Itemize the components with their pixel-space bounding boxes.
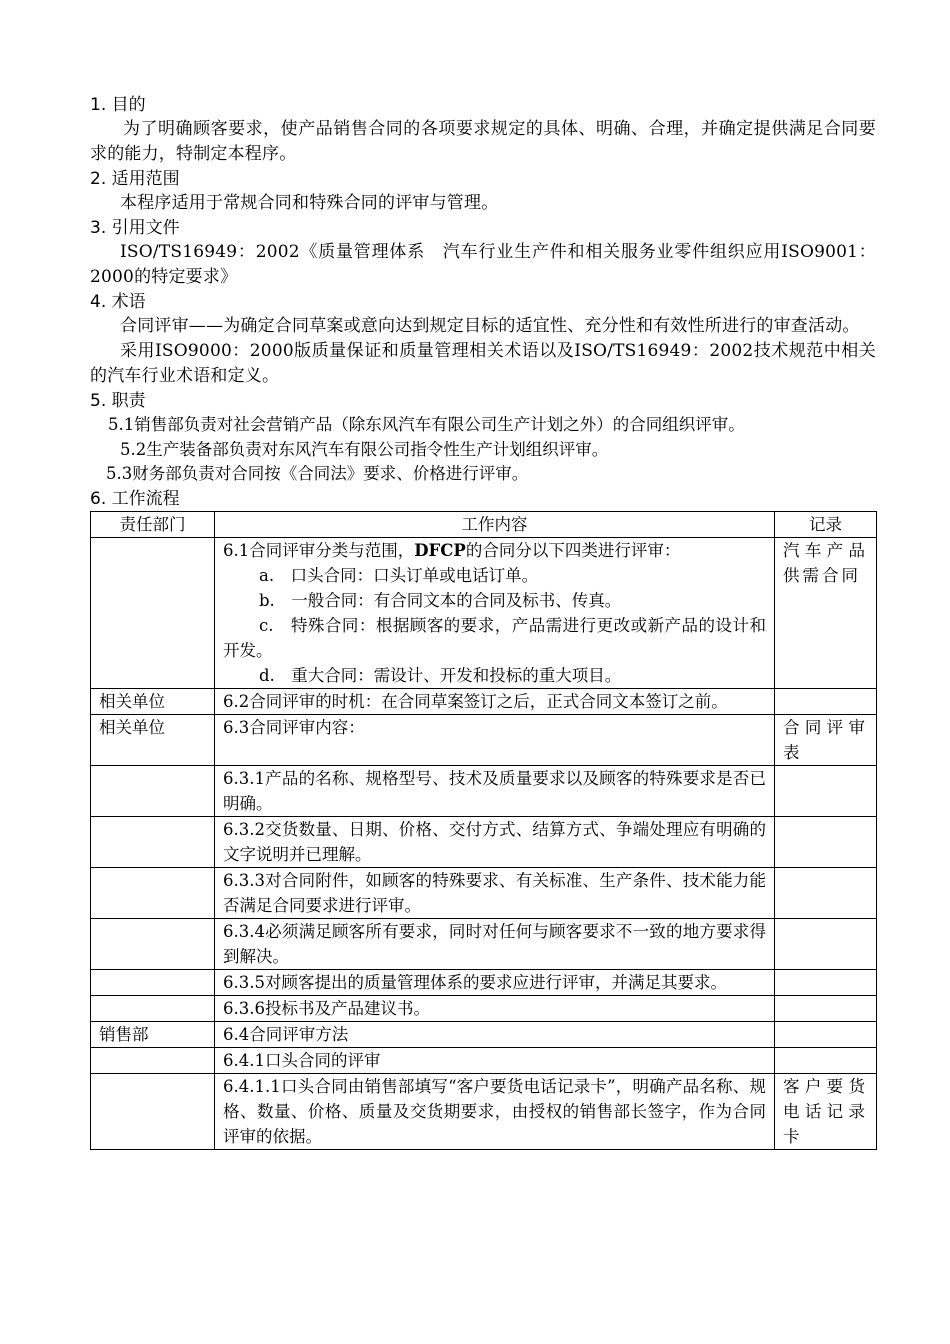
header-dept: 责任部门 — [91, 511, 215, 537]
duty-item: 5.2生产装备部负责对东风汽车有限公司指令性生产计划组织评审。 — [120, 439, 609, 459]
table-row — [91, 816, 877, 867]
cell-content: 6.4.1.1口头合同由销售部填写“客户要货电话记录卡”，明确产品名称、规格、数量、价格、质量及交货期要求，由授权的销售部长签字，作为合同评审的依据。 — [215, 1073, 775, 1149]
section-heading-terms: 4. 术语 — [90, 292, 146, 312]
cell-record — [775, 995, 877, 1021]
cell-dept — [91, 816, 215, 867]
cell-content: 6.4.1口头合同的评审 — [215, 1047, 775, 1073]
section-heading-duties: 5. 职责 — [90, 391, 146, 411]
table-row — [91, 1047, 877, 1073]
table-row — [91, 918, 877, 969]
cell-record — [775, 765, 877, 816]
cell-content: 6.4合同评审方法 — [215, 1021, 775, 1047]
cell-record — [775, 918, 877, 969]
section-text-terms-2: 采用ISO9000：2000版质量保证和质量管理相关术语以及ISO/TS16949：2002技术规范中相关的汽车行业术语和定义。 — [90, 341, 876, 386]
cell-record: 汽车产品供需合同 — [775, 537, 877, 688]
content-text: 的合同分以下四类进行评审： — [465, 540, 681, 560]
cell-content: 6.3合同评审内容： — [215, 714, 775, 765]
cell-record — [775, 816, 877, 867]
cell-dept — [91, 995, 215, 1021]
sub-item: c. 特殊合同：根据顾客的要求，产品需进行更改或新产品的设计和开发。 — [223, 615, 766, 660]
section-text-scope: 本程序适用于常规合同和特殊合同的评审与管理。 — [120, 193, 499, 213]
cell-dept: 销售部 — [91, 1021, 215, 1047]
cell-record: 合同评审表 — [775, 714, 877, 765]
cell-dept — [91, 1047, 215, 1073]
cell-dept — [91, 537, 215, 688]
cell-record — [775, 1021, 877, 1047]
header-content: 工作内容 — [215, 511, 775, 537]
document-page — [90, 93, 876, 1150]
cell-record — [775, 867, 877, 918]
sub-item: d. 重大合同：需设计、开发和投标的重大项目。 — [259, 665, 622, 685]
cell-content: 6.3.5对顾客提出的质量管理体系的要求应进行评审，并满足其要求。 — [215, 969, 775, 995]
header-record: 记录 — [775, 511, 877, 537]
sub-item: b. 一般合同：有合同文本的合同及标书、传真。 — [259, 590, 622, 610]
section-heading-workflow: 6. 工作流程 — [90, 488, 180, 509]
cell-record: 客户要货电话记录卡 — [775, 1073, 877, 1149]
section-text-terms-1: 合同评审——为确定合同草案或意向达到规定目标的适宜性、充分性和有效性所进行的审查活动。 — [120, 316, 860, 336]
cell-dept: 相关单位 — [91, 714, 215, 765]
section-text-references: ISO/TS16949：2002《质量管理体系 汽车行业生产件和相关服务业零件组织应用ISO9001：2000的特定要求》 — [90, 242, 876, 287]
cell-dept — [91, 969, 215, 995]
sub-item: a. 口头合同：口头订单或电话订单。 — [259, 565, 539, 585]
table-row — [91, 714, 877, 765]
content-text: 6.1合同评审分类与范围， — [223, 540, 415, 560]
cell-record — [775, 688, 877, 714]
duty-item: 5.3财务部负责对合同按《合同法》要求、价格进行评审。 — [106, 464, 529, 483]
table-row — [91, 969, 877, 995]
section-text-purpose: 为了明确顾客要求，使产品销售合同的各项要求规定的具体、明确、合理，并确定提供满足合同要求的能力，特制定本程序。 — [90, 119, 876, 164]
cell-content: 6.3.2交货数量、日期、价格、交付方式、结算方式、争端处理应有明确的文字说明并已理解。 — [215, 816, 775, 867]
table-row — [91, 867, 877, 918]
section-heading-references: 3. 引用文件 — [90, 218, 180, 238]
cell-dept — [91, 918, 215, 969]
table-row — [91, 537, 877, 688]
cell-dept — [91, 765, 215, 816]
duty-item: 5.1销售部负责对社会营销产品（除东风汽车有限公司生产计划之外）的合同组织评审。 — [108, 415, 745, 434]
cell-record — [775, 969, 877, 995]
content-bold-text: DFCP — [414, 540, 466, 560]
cell-record — [775, 1047, 877, 1073]
cell-content: 6.3.1产品的名称、规格型号、技术及质量要求以及顾客的特殊要求是否已明确。 — [215, 765, 775, 816]
table-row — [91, 688, 877, 714]
cell-content: 6.3.6投标书及产品建议书。 — [215, 995, 775, 1021]
cell-dept: 相关单位 — [91, 688, 215, 714]
cell-content: 6.3.3对合同附件，如顾客的特殊要求、有关标准、生产条件、技术能力能否满足合同要求进行评审。 — [215, 867, 775, 918]
cell-dept — [91, 867, 215, 918]
table-row — [91, 1073, 877, 1149]
cell-dept — [91, 1073, 215, 1149]
workflow-table — [90, 511, 877, 1150]
table-row — [91, 765, 877, 816]
table-row — [91, 995, 877, 1021]
cell-content — [215, 537, 775, 688]
cell-content: 6.2合同评审的时机：在合同草案签订之后，正式合同文本签订之前。 — [215, 688, 775, 714]
table-row — [91, 1021, 877, 1047]
table-header-row — [91, 511, 877, 537]
cell-content: 6.3.4必须满足顾客所有要求，同时对任何与顾客要求不一致的地方要求得到解决。 — [215, 918, 775, 969]
section-heading-scope: 2. 适用范围 — [90, 169, 180, 189]
section-heading-purpose: 1. 目的 — [90, 95, 146, 115]
